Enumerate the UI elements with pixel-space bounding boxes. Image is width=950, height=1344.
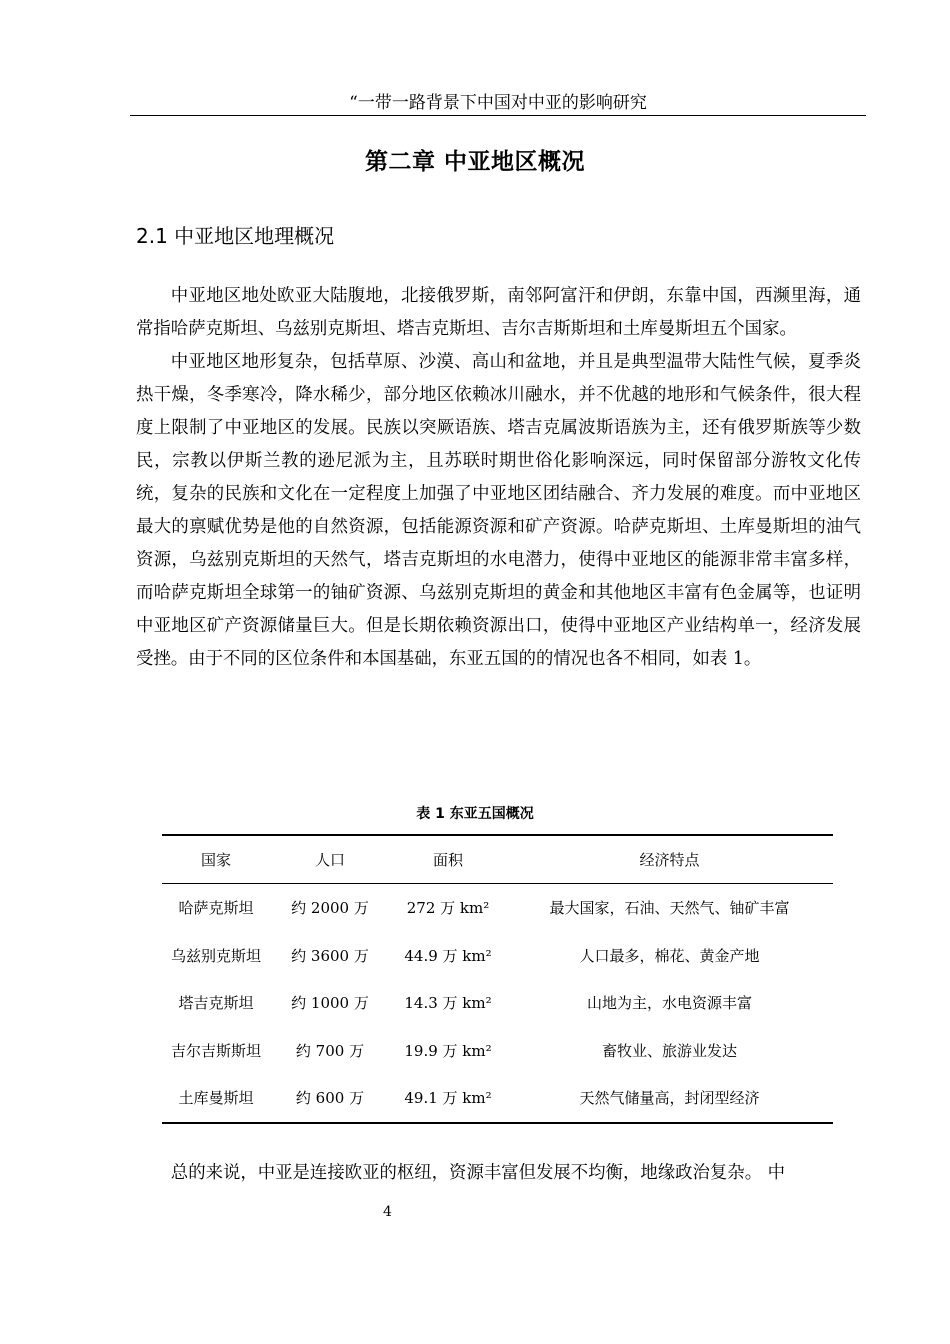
paragraph-geography: 中亚地区地处欧亚大陆腹地，北接俄罗斯，南邻阿富汗和伊朗，东靠中国，西濒里海，通常指哈萨克斯坦、乌兹别克斯坦、塔吉克斯坦、吉尔吉斯斯坦和土库曼斯坦五个国家。: [136, 286, 861, 339]
cell-population: 约 2000 万: [291, 899, 369, 918]
body-text-lower: [136, 1157, 861, 1190]
cell-country: 土库曼斯坦: [178, 1089, 254, 1108]
cell-economy: 山地为主，水电资源丰富: [586, 994, 752, 1013]
cell-country: 吉尔吉斯斯坦: [170, 1041, 261, 1060]
table-row: [162, 884, 833, 932]
cell-area: 19.9 万 km²: [404, 1041, 492, 1060]
table-caption: 表 1 东亚五国概况: [416, 806, 534, 822]
paragraph-summary: 总的来说，中亚是连接欧亚的枢纽，资源丰富但发展不均衡，地缘政治复杂。 中: [170, 1163, 786, 1183]
cell-economy: 天然气储量高，封闭型经济: [579, 1089, 760, 1108]
header-divider: [130, 115, 866, 116]
cell-population: 约 3600 万: [291, 946, 369, 965]
cell-area: 272 万 km²: [406, 899, 490, 918]
country-overview-table: [162, 834, 833, 1124]
chapter-title: 第二章 中亚地区概况: [364, 149, 585, 175]
cell-economy: 畜牧业、旅游业发达: [601, 1041, 737, 1060]
cell-population: 约 700 万: [295, 1041, 365, 1060]
page-header-title: “一带一路背景下中国对中亚的影响研究: [349, 93, 647, 113]
section-title: 2.1 中亚地区地理概况: [136, 224, 335, 248]
header-economy: 经济特点: [506, 835, 833, 884]
cell-population: 约 1000 万: [291, 994, 369, 1013]
cell-economy: 最大国家，石油、天然气、铀矿丰富: [549, 899, 790, 918]
header-area: 面积: [390, 835, 506, 884]
cell-area: 44.9 万 km²: [404, 946, 492, 965]
page-number: 4: [383, 1204, 392, 1220]
cell-country: 塔吉克斯坦: [178, 994, 254, 1013]
header-country: 国家: [162, 835, 270, 884]
table-row: [162, 1074, 833, 1123]
cell-country: 乌兹别克斯坦: [170, 946, 261, 965]
cell-economy: 人口最多，棉花、黄金产地: [579, 946, 760, 965]
table-row: [162, 1027, 833, 1075]
body-text-upper: [136, 280, 861, 676]
table-row: [162, 932, 833, 980]
table-header-row: [162, 835, 833, 884]
table-row: [162, 979, 833, 1027]
cell-area: 14.3 万 km²: [404, 994, 492, 1013]
cell-area: 49.1 万 km²: [404, 1089, 492, 1108]
paragraph-terrain-resources: 中亚地区地形复杂，包括草原、沙漠、高山和盆地，并且是典型温带大陆性气候，夏季炎热干燥，冬季寒冷，降水稀少，部分地区依赖冰川融水，并不优越的地形和气候条件，很大程度上限制了中亚地区的发展。民族以突厥语族、塔吉克属波斯语族为主，还有俄罗斯族等少数民，宗教以伊斯兰教的逊尼派为主，且苏联时期世俗化影响深远，同时保留部分游牧文化传统，复杂的民族和文化在一定程度上加强了中亚地区团结融合、齐力发展的难度。而中亚地区最大的禀赋优势是他的自然资源，包括能源资源和矿产资源。哈萨克斯坦、土库曼斯坦的油气资源，乌兹别克斯坦的天然气，塔吉克斯坦的水电潜力，使得中亚地区的能源非常丰富多样，而哈萨克斯坦全球第一的铀矿资源、乌兹别克斯坦的黄金和其他地区丰富有色金属等，也证明中亚地区矿产资源储量巨大。但是长期依赖资源出口，使得中亚地区产业结构单一，经济发展受挫。由于不同的区位条件和本国基础，东亚五国的的情况也各不相同，如表 1。: [136, 352, 861, 669]
cell-country: 哈萨克斯坦: [178, 899, 254, 918]
header-population: 人口: [270, 835, 390, 884]
cell-population: 约 600 万: [295, 1089, 365, 1108]
